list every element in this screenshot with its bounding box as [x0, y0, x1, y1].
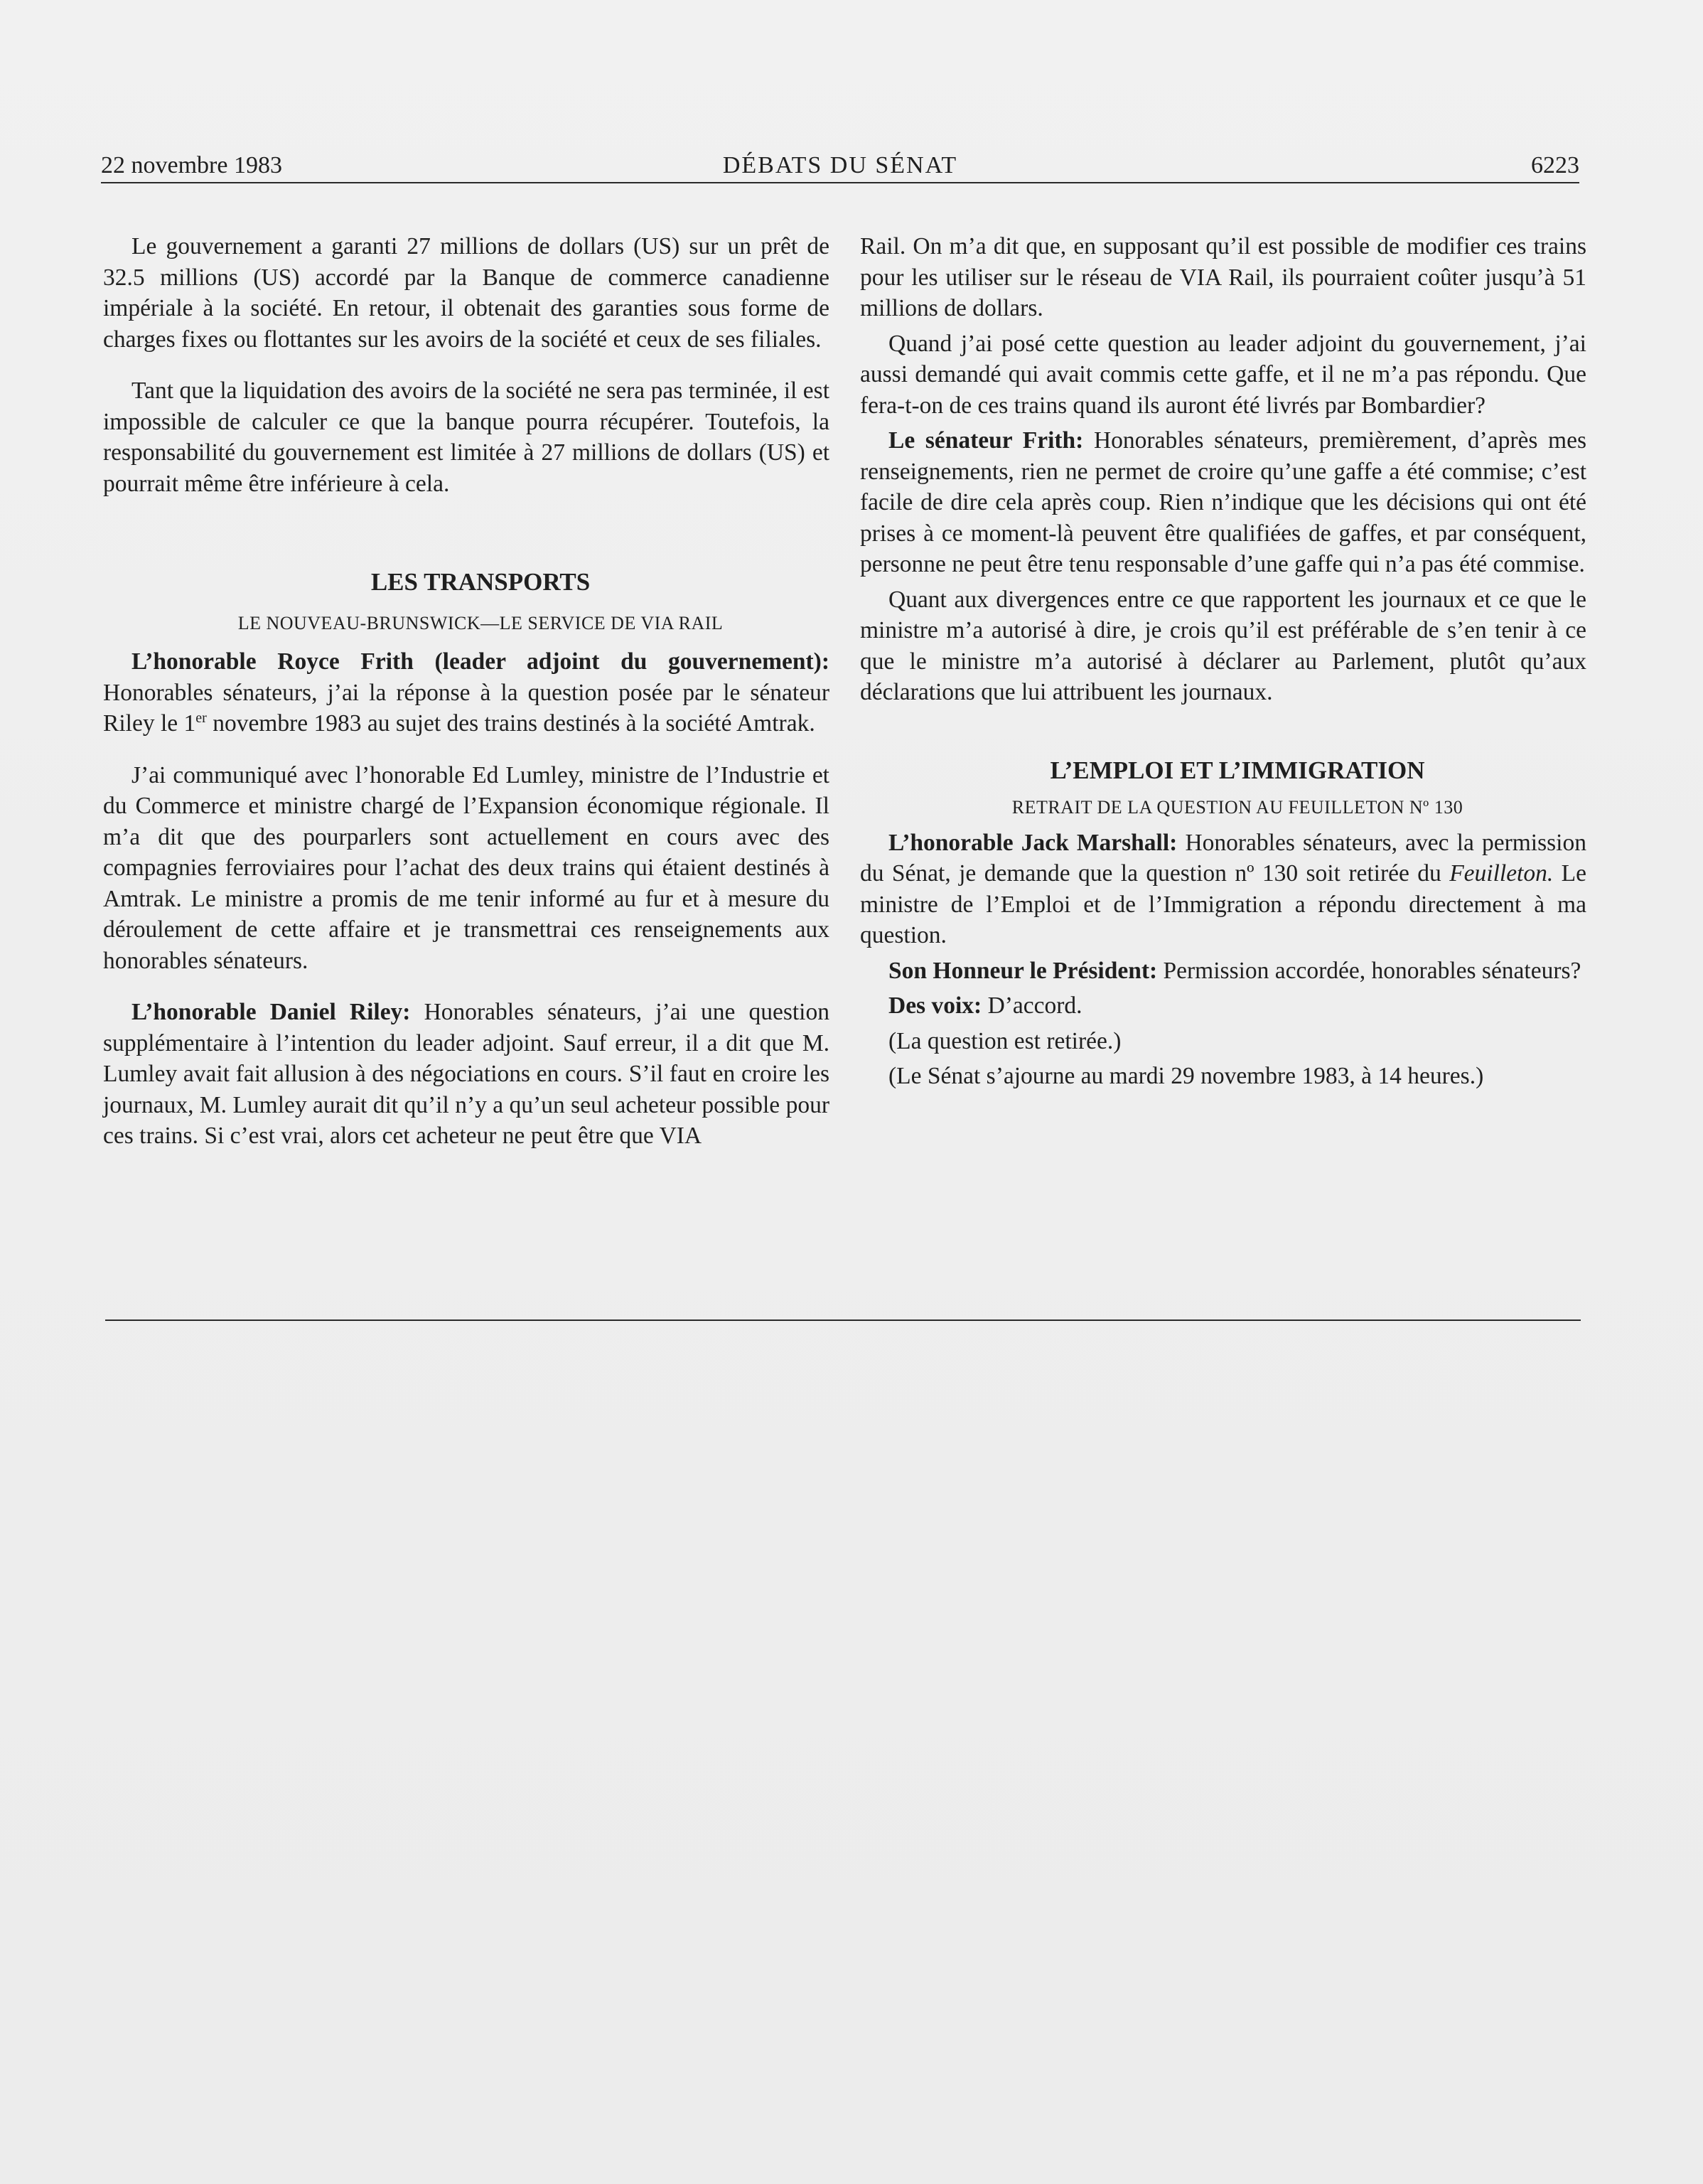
footer-rule [105, 1320, 1581, 1321]
header-title: DÉBATS DU SÉNAT [722, 152, 958, 178]
paragraph [103, 997, 829, 1152]
paragraph [860, 425, 1586, 580]
right-column [860, 231, 1586, 1092]
page-header [101, 148, 1579, 183]
italic-text: Feuilleton. [1449, 860, 1554, 887]
speaker-name: Son Honneur le Président: [888, 957, 1158, 984]
speaker-name: Le sénateur Frith: [888, 427, 1084, 454]
paragraph-text: Permission accordée, honorables sénateurs? [1163, 957, 1581, 984]
paragraph [860, 956, 1586, 987]
left-column [103, 231, 829, 1152]
paragraph: Le gouvernement a garanti 27 millions de dollars (US) sur un prêt de 32.5 millions (US) accordé par la Banque de commerce canadienne impériale à la société. En retour, il obtenait des garanties sous forme de charges fixes ou flottantes sur les avoirs de la société et ceux de ses filiales. [103, 233, 829, 353]
paragraph [860, 828, 1586, 951]
paragraph: J’ai communiqué avec l’honorable Ed Lumley, ministre de l’Industrie et du Commerce et ministre chargé de l’Expansion économique régionale. Il m’a dit que des pourparlers sont actuellement en cours avec des compagnies ferroviaires pour l’achat des deux trains qui étaient destinés à Amtrak. Le ministre a promis de me tenir informé au fur et à mesure du déroulement de cette affaire et je transmettrai ces renseignements aux honorables sénateurs. [103, 761, 829, 974]
superscript: er [195, 710, 207, 726]
header-rule [101, 182, 1579, 183]
section-title: LES TRANSPORTS [370, 568, 591, 596]
paragraph: Quand j’ai posé cette question au leader adjoint du gouvernement, j’ai aussi demandé qui avait commis cette gaffe, et il ne m’a pas répondu. Que fera-t-on de ces trains quand ils auront été livrés par Bombardier? [860, 330, 1586, 419]
paragraph: Rail. On m’a dit que, en supposant qu’il est possible de modifier ces trains pour les utiliser sur le réseau de VIA Rail, ils pourraient coûter jusqu’à 51 millions de dollars. [860, 233, 1586, 321]
paragraph: (La question est retirée.) [888, 1027, 1122, 1054]
subsection-title: RETRAIT DE LA QUESTION AU FEUILLETON Nº 130 [1011, 796, 1463, 818]
speaker-name: L’honorable Daniel Riley: [131, 999, 411, 1025]
paragraph-text: Honorables sénateurs, j’ai une question supplémentaire à l’intention du leader adjoint. Sauf erreur, il a dit que M. Lumley avait fait allusion à des négociations en cours. S’il faut en croire les journaux, M. Lumley aurait dit qu’il n’y a qu’un seul acheteur possible pour ces trains. Si c’est vrai, alors cet acheteur ne peut être que VIA [103, 999, 829, 1149]
paragraph-text: novembre 1983 au sujet des trains destinés à la société Amtrak. [206, 710, 815, 737]
header-date: 22 novembre 1983 [101, 152, 282, 178]
paragraph-text: Le ministre de l’Emploi et de l’Immigration a répondu directement à ma question. [860, 860, 1586, 948]
paragraph-text: Honorables sénateurs, j’ai la réponse à la question posée par le sénateur Riley le 1 [103, 679, 829, 737]
speaker-name: L’honorable Royce Frith (leader adjoint du gouvernement): [131, 648, 829, 675]
section-title: L’EMPLOI ET L’IMMIGRATION [1050, 756, 1425, 784]
speaker-name: Des voix: [888, 992, 982, 1019]
subsection-title: LE NOUVEAU-BRUNSWICK—LE SERVICE DE VIA RAIL [237, 613, 724, 633]
paragraph [860, 990, 1586, 1022]
paragraph: Tant que la liquidation des avoirs de la société ne sera pas terminée, il est impossible de calculer ce que la banque pourra récupérer. Toutefois, la responsabilité du gouvernement est limitée à 27 millions de dollars (US) et pourrait même être inférieure à cela. [103, 378, 829, 497]
paragraph [103, 646, 829, 739]
paragraph-text: Honorables sénateurs, avec la permission du Sénat, je demande que la question nº 130 soit retirée du [860, 829, 1586, 887]
paragraph-text: Honorables sénateurs, premièrement, d’après mes renseignements, rien ne permet de croire qu’une gaffe a été commise; c’est facile de dire cela après coup. Rien n’indique que les décisions qui ont été prises à ce moment-là peuvent être qualifiées de gaffes, et par conséquent, personne ne peut être tenu responsable d’une gaffe qui n’a pas été commise. [860, 427, 1586, 577]
paragraph-text: D’accord. [987, 992, 1082, 1019]
speaker-name: L’honorable Jack Marshall: [888, 829, 1178, 856]
paragraph: Quant aux divergences entre ce que rapportent les journaux et ce que le ministre m’a autorisé à dire, je crois qu’il est préférable de s’en tenir à ce que le ministre m’a autorisé à déclarer au Parlement, plutôt qu’aux déclarations que lui attribuent les journaux. [860, 586, 1586, 705]
paragraph: (Le Sénat s’ajourne au mardi 29 novembre 1983, à 14 heures.) [888, 1063, 1484, 1089]
header-page-number: 6223 [1531, 152, 1579, 178]
